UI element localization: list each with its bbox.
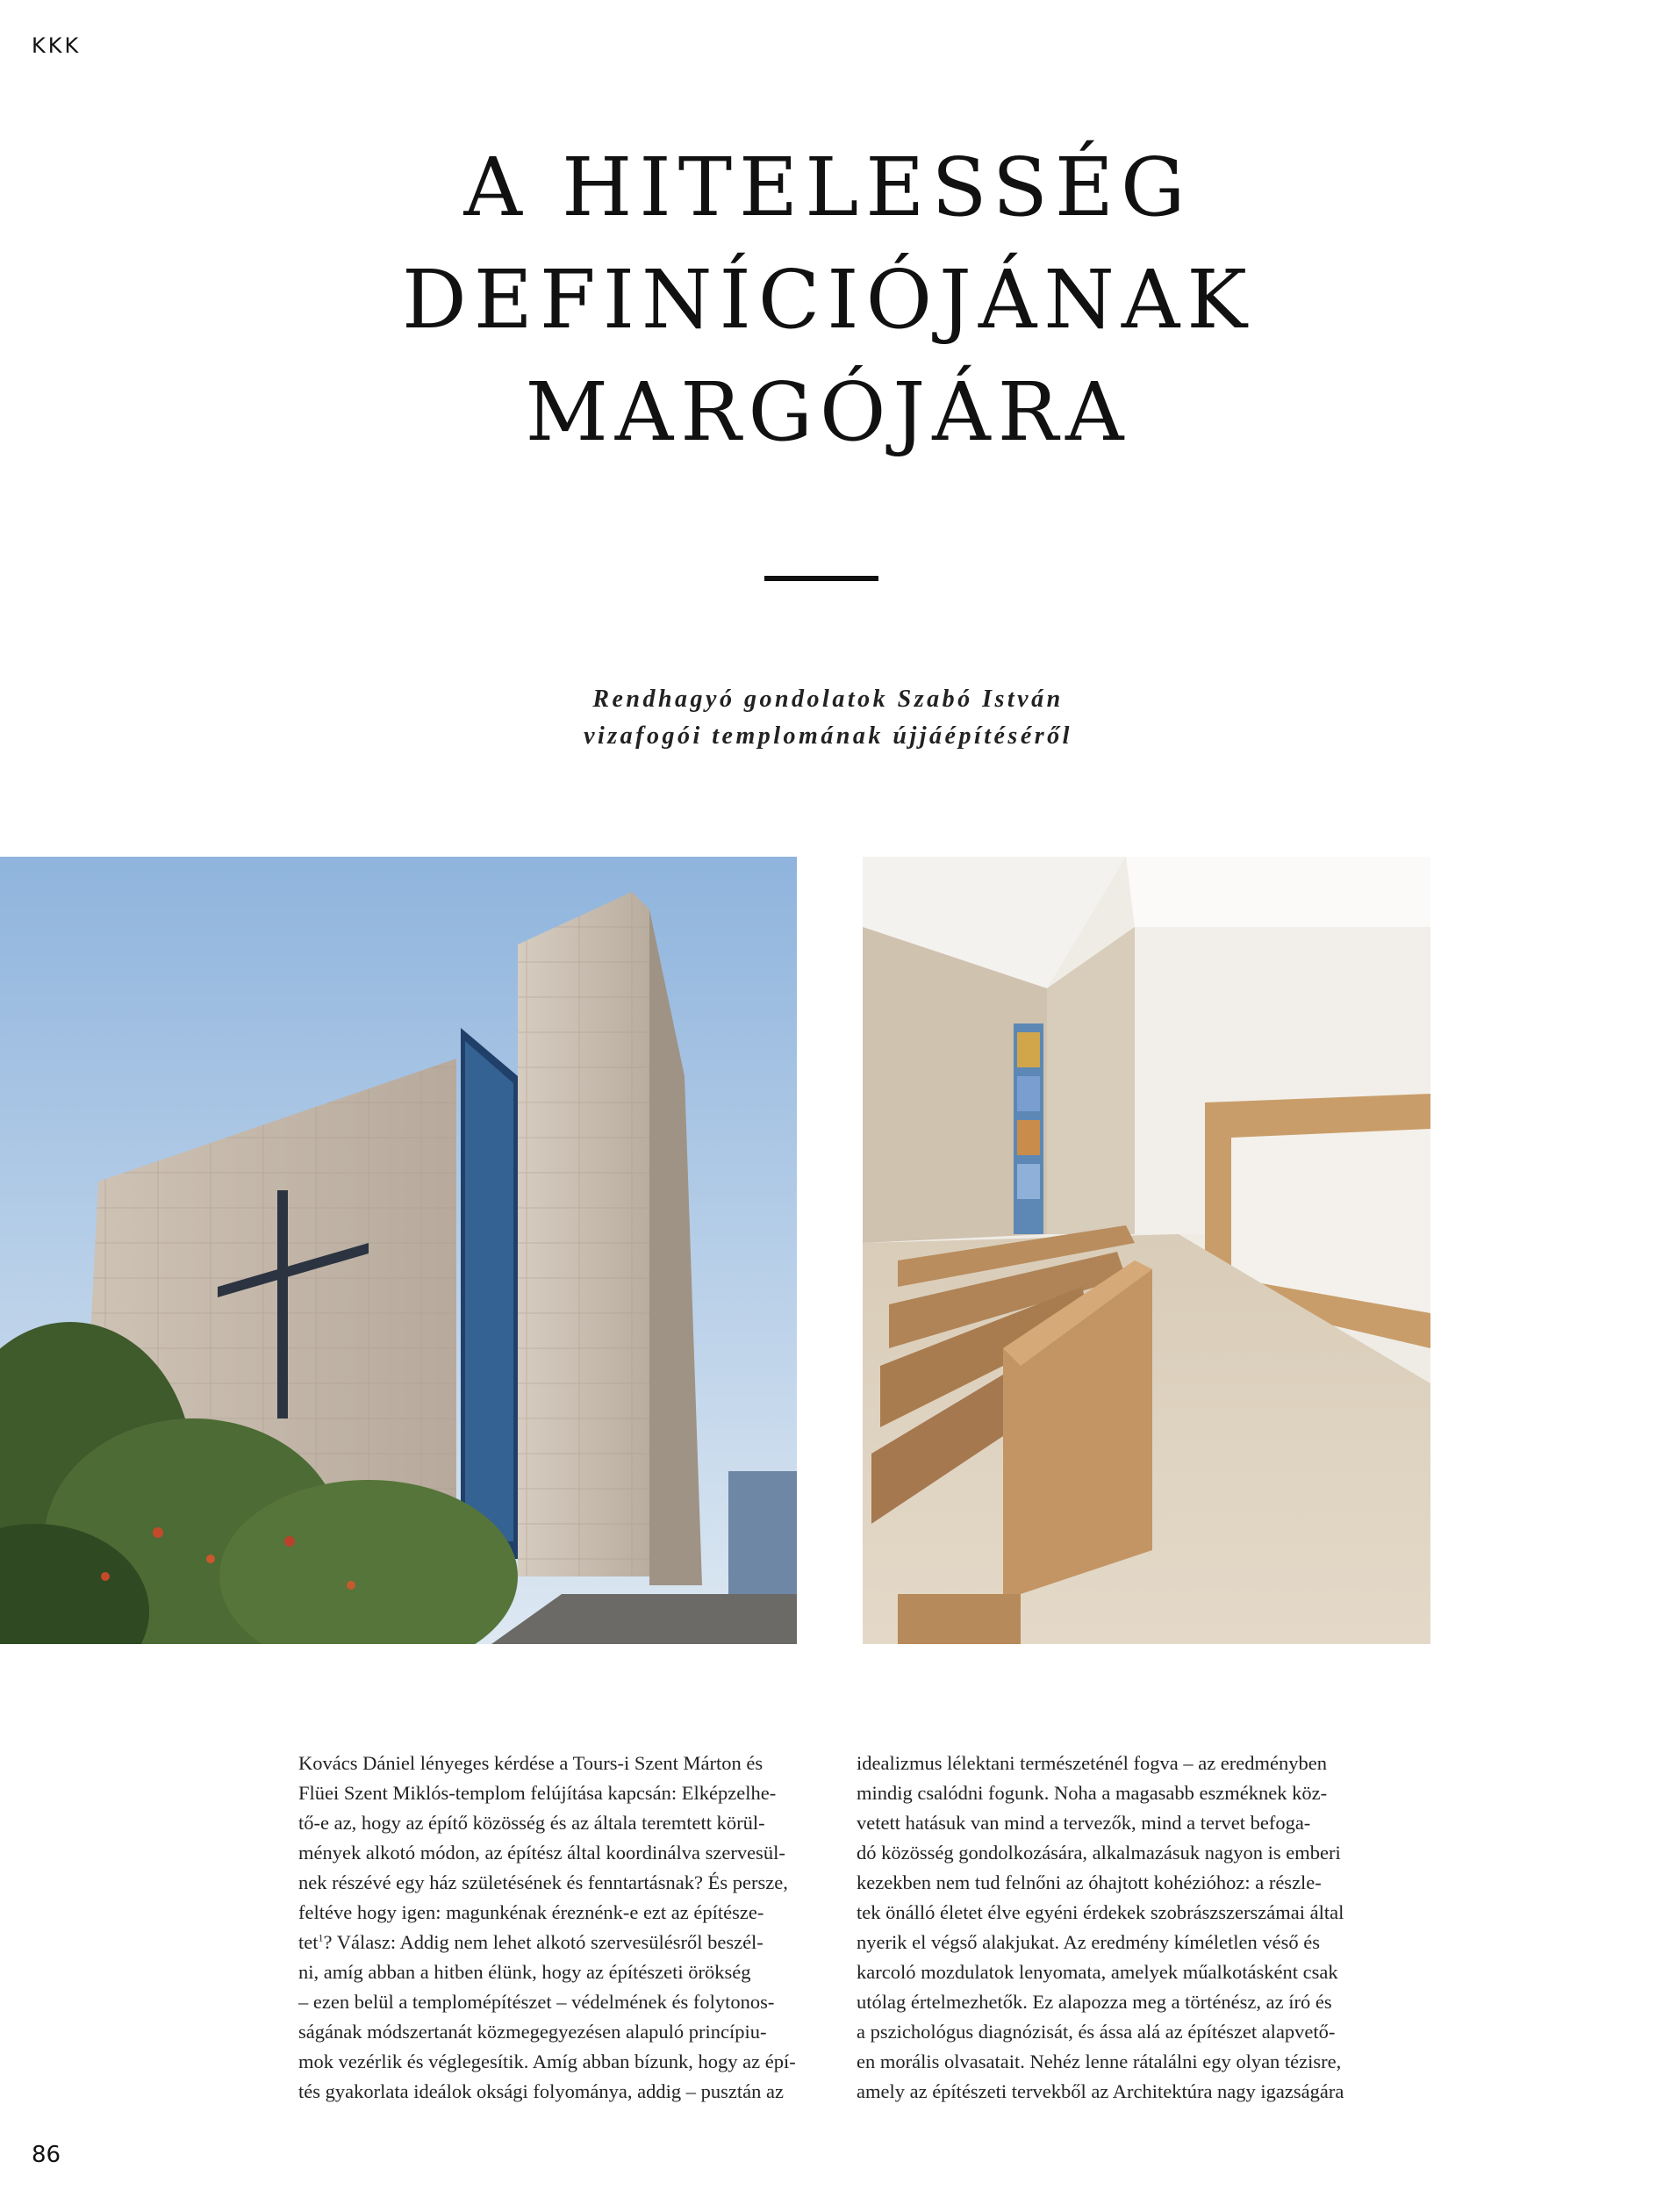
body-line: idealizmus lélektani természeténél fogva – az eredményben [857,1752,1328,1774]
magazine-mark: KKK [32,33,82,58]
body-line: utólag értelmezhetők. Ez alapozza meg a történész, az író és [857,1991,1332,2013]
body-line: – ezen belül a templomépítészet – védelmének és folytonos- [298,1991,775,2013]
body-line: vetett hatásuk van mind a tervezők, mind a tervet befoga- [857,1812,1311,1834]
article-title [0,132,1656,469]
body-line: Kovács Dániel lényeges kérdése a Tours-i Szent Márton és [298,1752,763,1774]
body-line: feltéve hogy igen: magunkénak éreznénk-e ezt az építésze- [298,1901,764,1923]
body-line: nek részévé egy ház születésének és fenntartásnak? És persze, [298,1871,788,1893]
church-interior-illustration [863,857,1430,1644]
body-line: ságának módszertanát közmegegyezésen alapuló princípiu- [298,2021,767,2043]
body-line: mények alkotó módon, az építész által koordinálva szervesül- [298,1842,785,1864]
body-line: tő-e az, hogy az építő közösség és az általa teremtett körül- [298,1812,765,1834]
body-line: kezekben nem tud felnőni az óhajtott kohézióhoz: a részle- [857,1871,1322,1893]
body-line: tés gyakorlata ideálok oksági folyománya, addig – pusztán az [298,2080,784,2102]
body-column-left [298,1749,818,2107]
subtitle-line: Rendhagyó gondolatok Szabó István [592,686,1064,713]
body-line: amely az építészeti tervekből az Architektúra nagy igazságára [857,2080,1344,2102]
body-line-with-footnote [298,1928,818,1957]
church-interior-photo [863,857,1430,1644]
body-column-right [857,1749,1376,2107]
article-subtitle [0,681,1656,755]
page-number: 86 [32,2142,61,2168]
body-line: nyerik el végső alakjukat. Az eredmény kíméletlen véső és [857,1931,1320,1953]
body-line-start: tet [298,1931,319,1953]
church-exterior-photo [0,857,797,1644]
body-line: Flüei Szent Miklós-templom felújítása kapcsán: Elképzelhe- [298,1782,777,1804]
subtitle-line: vizafogói templomának újjáépítéséről [584,722,1072,750]
title-divider [764,576,878,581]
body-line: en morális olvasatait. Nehéz lenne rátalálni egy olyan tézisre, [857,2050,1342,2072]
body-line: karcoló mozdulatok lenyomata, amelyek műalkotásként csak [857,1961,1338,1983]
body-line: dó közösség gondolkozására, alkalmazásuk nagyon is emberi [857,1842,1341,1864]
body-line: mindig csalódni fogunk. Noha a magasabb eszméknek köz- [857,1782,1328,1804]
body-line: mok vezérlik és véglegesítik. Amíg abban bízunk, hogy az épí- [298,2050,796,2072]
title-line: A HITELESSÉG [463,140,1193,234]
title-line: MARGÓJÁRA [525,365,1131,459]
title-line: DEFINÍCIÓJÁNAK [401,253,1255,347]
body-line: a pszichológus diagnózisát, és ássa alá az építészet alapvető- [857,2021,1336,2043]
body-line-end: ? Válasz: Addig nem lehet alkotó szervesülésről beszél- [323,1931,763,1953]
church-exterior-illustration [0,857,797,1644]
body-line: tek önálló életet élve egyéni érdekek szobrászszerszámai által [857,1901,1344,1923]
footnote-reference[interactable]: 1 [318,1931,324,1944]
body-line: ni, amíg abban a hitben élünk, hogy az építészeti örökség [298,1961,751,1983]
